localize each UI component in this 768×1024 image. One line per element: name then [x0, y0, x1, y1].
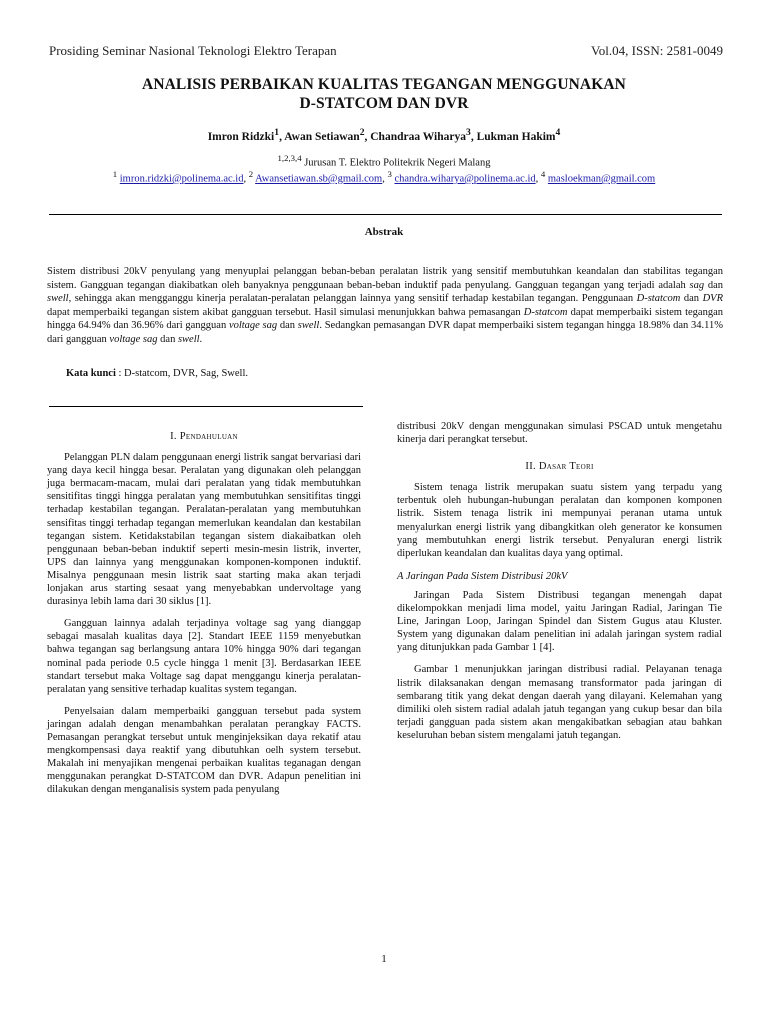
running-header-right: Vol.04, ISSN: 2581-0049: [591, 43, 723, 58]
paper-title: [40, 75, 728, 113]
author-2-sup: 2: [359, 127, 365, 138]
abstract-italic: sag: [689, 279, 705, 291]
top-rule: [49, 214, 722, 215]
left-column: [47, 430, 361, 805]
keywords: [66, 368, 248, 379]
abstract-text: dan: [680, 293, 703, 305]
email-link-4[interactable]: masloekman@gmail.com: [547, 173, 656, 185]
abstract-italic: DVR: [702, 293, 723, 305]
abstract-text: dapat memperbaiki tegangan sistem akibat gangguan tersebut. Hasil simulasi menunjukkan bahwa pemasangan: [47, 306, 524, 318]
title-line-2: D-STATCOM DAN DVR: [299, 95, 469, 112]
author-4-sup: 4: [555, 127, 561, 138]
abstract-italic: swell: [47, 293, 69, 305]
affiliation-sup: 1,2,3,4: [277, 153, 302, 163]
author-1: Imron Ridzki: [207, 130, 275, 143]
section-heading-introduction: I. Pendahuluan: [170, 431, 238, 442]
email-link-3[interactable]: chandra.wiharya@polinema.ac.id: [394, 173, 536, 185]
running-header-left: Prosiding Seminar Nasional Teknologi Elektro Terapan: [49, 43, 337, 58]
paragraph: Pelanggan PLN dalam penggunaan energi listrik sangat bervariasi dari yang daya kecil hingga besar. Peralatan yang digunakan oleh pelanggan juga bermacam-macam, mulai dari peralatan yang tidak membutuhkan sensitifitas tinggi hingga peralatan yang membutuhkan sensitifitas tinggi terhadap kestabilan tegangan. Peralatan-peralatan yang membutuhkan sensifitas tinggi terhadap tegangan memerlukan keandalan dan kestabilan tegangan sistem. Ketidakstabilan tegangan sistem diakaibatkan oleh penggunaan beban-beban induktif seperti mesin-mesin listrik, inverter, UPS dan lainnya yang menggunakan komponen-komponen induktif. Misalnya penggunaan mesin listrik saat starting maka akan terjadi lonjakan arus starting sesaat yang menyebabkan undervoltage yang durasinya lebih lama dari 30 siklus [1].: [47, 452, 361, 608]
abstract-body: [47, 265, 723, 347]
email-link-2[interactable]: Awansetiawan.sb@gmail.com: [255, 173, 383, 185]
affiliation: [40, 153, 728, 169]
abstract-text: . Sedangkan pemasangan DVR dapat memperbaiki sistem tegangan hingga 18.98% dan 34.11% dari gangguan: [47, 320, 723, 345]
paragraph: Gambar 1 menunjukkan jaringan distribusi radial. Pelayanan tenaga listrik dilaksanakan dengan memasang transformator pada jaringan di sembarang titik yang dekat dengan daerah yang dilayani. Kelemahan yang dimiliki oleh sistem radial adalah jatuh tegangan yang cukup besar dan bila terjadi gangguan pada sistem akan mengakibatkan sebagian atau bahkan keseluruhan beban sistem mengalami jatuh tegangan.: [397, 664, 722, 741]
email-1-sup: 1: [112, 169, 118, 179]
abstract-text: dapat memperbaiki sistem tegangan hingga 64.94% dan 36.96% dari gangguan: [47, 306, 724, 332]
page-number: 1: [381, 953, 387, 965]
abstract-italic: swell: [297, 320, 320, 332]
abstract-italic: swell: [177, 333, 200, 345]
subsection-heading: A Jaringan Pada Sistem Distribusi 20kV: [397, 570, 568, 582]
abstract-text: , sehingga akan mengganggu kinerja peralatan-peralatan pelanggan lainnya yang sensitif terhadap kestabilan tegangan. Penggunaan: [68, 293, 637, 305]
abstract-text: dan: [157, 333, 178, 345]
paragraph: Sistem tenaga listrik merupakan suatu sistem yang terpadu yang terbentuk oleh hubungan-hubungan peralatan dan komponen komponen listrik. Sistem tenaga listrik ini mempunyai peranan utama untuk menyalurkan energi listrik yang dibangkitkan oleh generator ke konsumen yang membutuhkan energi listrik tersebut. Penyaluran energi listrik diperlukan keandalan dan kualitas daya yang optimal.: [397, 482, 722, 559]
abstract-italic: voltage sag: [109, 333, 158, 345]
abstract-bottom-rule: [49, 406, 363, 407]
title-line-1: ANALISIS PERBAIKAN KUALITAS TEGANGAN MENGGUNAKAN: [142, 76, 626, 93]
author-list: Imron Ridzki$^1$, Awan Setiawan$^2$, Chandraa Wiharya$^3$, Lukman Hakim$^4$: [207, 127, 561, 143]
paragraph: Penyelsaian dalam memperbaiki gangguan tersebut pada system jaringan adalah dengan menambahkan peralatan perangkay FACTS. Pemasangan perangkat tersebut untuk menginjeksikan daya rekatif atau mengkompensasi daya reaktif yang dibutuhkan oelh system tersebut. Makalah ini menyajikan mengenai perbaikan kualitas teganagan dengan menggunakan perangkat D-STATCOM dan DVR. Adapun penelitian ini dilakukan dengan menganalisis system pada penyulang: [47, 705, 361, 796]
section-heading-theory: II. Dasar Teori: [525, 461, 594, 473]
author-3-sup: 3: [466, 127, 471, 138]
email-link-1[interactable]: imron.ridzki@polinema.ac.id: [119, 173, 244, 185]
abstract-text: dan: [277, 320, 298, 332]
email-4-sup: 4: [540, 169, 546, 179]
email-3-sup: 3: [387, 169, 392, 179]
abstract-text: Sistem distribusi 20kV penyulang yang menyuplai pelanggan beban-beban peralatan listrik yang sensitif membutuhkan keandalan dan stabilitas tegangan sistem. Gangguan tegangan diakibatkan oleh banyaknya penggunaan beban-beban induktif pada penyulang. Gangguan tegangan yang terjadi adalah: [47, 266, 723, 291]
author-2: Awan Setiawan: [284, 130, 360, 143]
paragraph: Jaringan Pada Sistem Distribusi tegangan menengah dapat dikelompokkan menjadi lima model, yaitu Jaringan Radial, Jaringan Tie Line, Jaringan Loop, Jaringan Spindel dan Sistem Gugus atau Kluster. System yang digunakan dalam penelitian ini adalah jaringan system radial yang ditunjukkan pada Gambar 1 [4].: [397, 589, 722, 654]
author-1-sup: 1: [274, 127, 280, 138]
affiliation-text: Jurusan T. Elektro Politekrik Negeri Malang: [301, 157, 491, 169]
abstract-italic: D-statcom: [636, 293, 681, 305]
paragraph: distribusi 20kV dengan menggunakan simulasi PSCAD untuk mengetahu kinerja dari perangkat tersebut.: [397, 421, 722, 446]
abstract-text: .: [199, 333, 203, 345]
abstract-italic: voltage sag: [228, 320, 278, 332]
email-list: $^1$ imron.ridzki@polinema.ac.id, $^2$ Awansetiawan.sb@gmail.com, $^3$ chandra.wiharya@polinema.ac.id, $^4$ masloekman@gmail.com: [112, 169, 656, 185]
paragraph: Gangguan lainnya adalah terjadinya voltage sag yang dianggap sebagai masalah kualitas daya [2]. Standart IEEE 1159 menyebutkan bahwa tegangan sag berlangsung antara 10% hingga 90% dari tegangan nominal pada periode 0.5 cycle hingga 1 menit [3]. Berdasarkan IEEE standart tersebut maka Voltage sag dapat menggangu kinerja peralatan-peralatan yang sensitive terhadap kualitas system tegangan.: [47, 618, 361, 695]
right-column: [397, 420, 722, 751]
email-2-sup: 2: [248, 169, 254, 179]
author-4: Lukman Hakim: [476, 130, 556, 143]
abstract-text: dan: [704, 279, 723, 291]
abstract-italic: D-statcom: [523, 306, 568, 318]
abstract-heading: Abstrak: [364, 226, 404, 238]
keywords-label: Kata kunci: [66, 368, 116, 379]
keywords-text: : D-statcom, DVR, Sag, Swell.: [115, 368, 249, 379]
author-3: Chandraa Wiharya: [370, 130, 467, 143]
